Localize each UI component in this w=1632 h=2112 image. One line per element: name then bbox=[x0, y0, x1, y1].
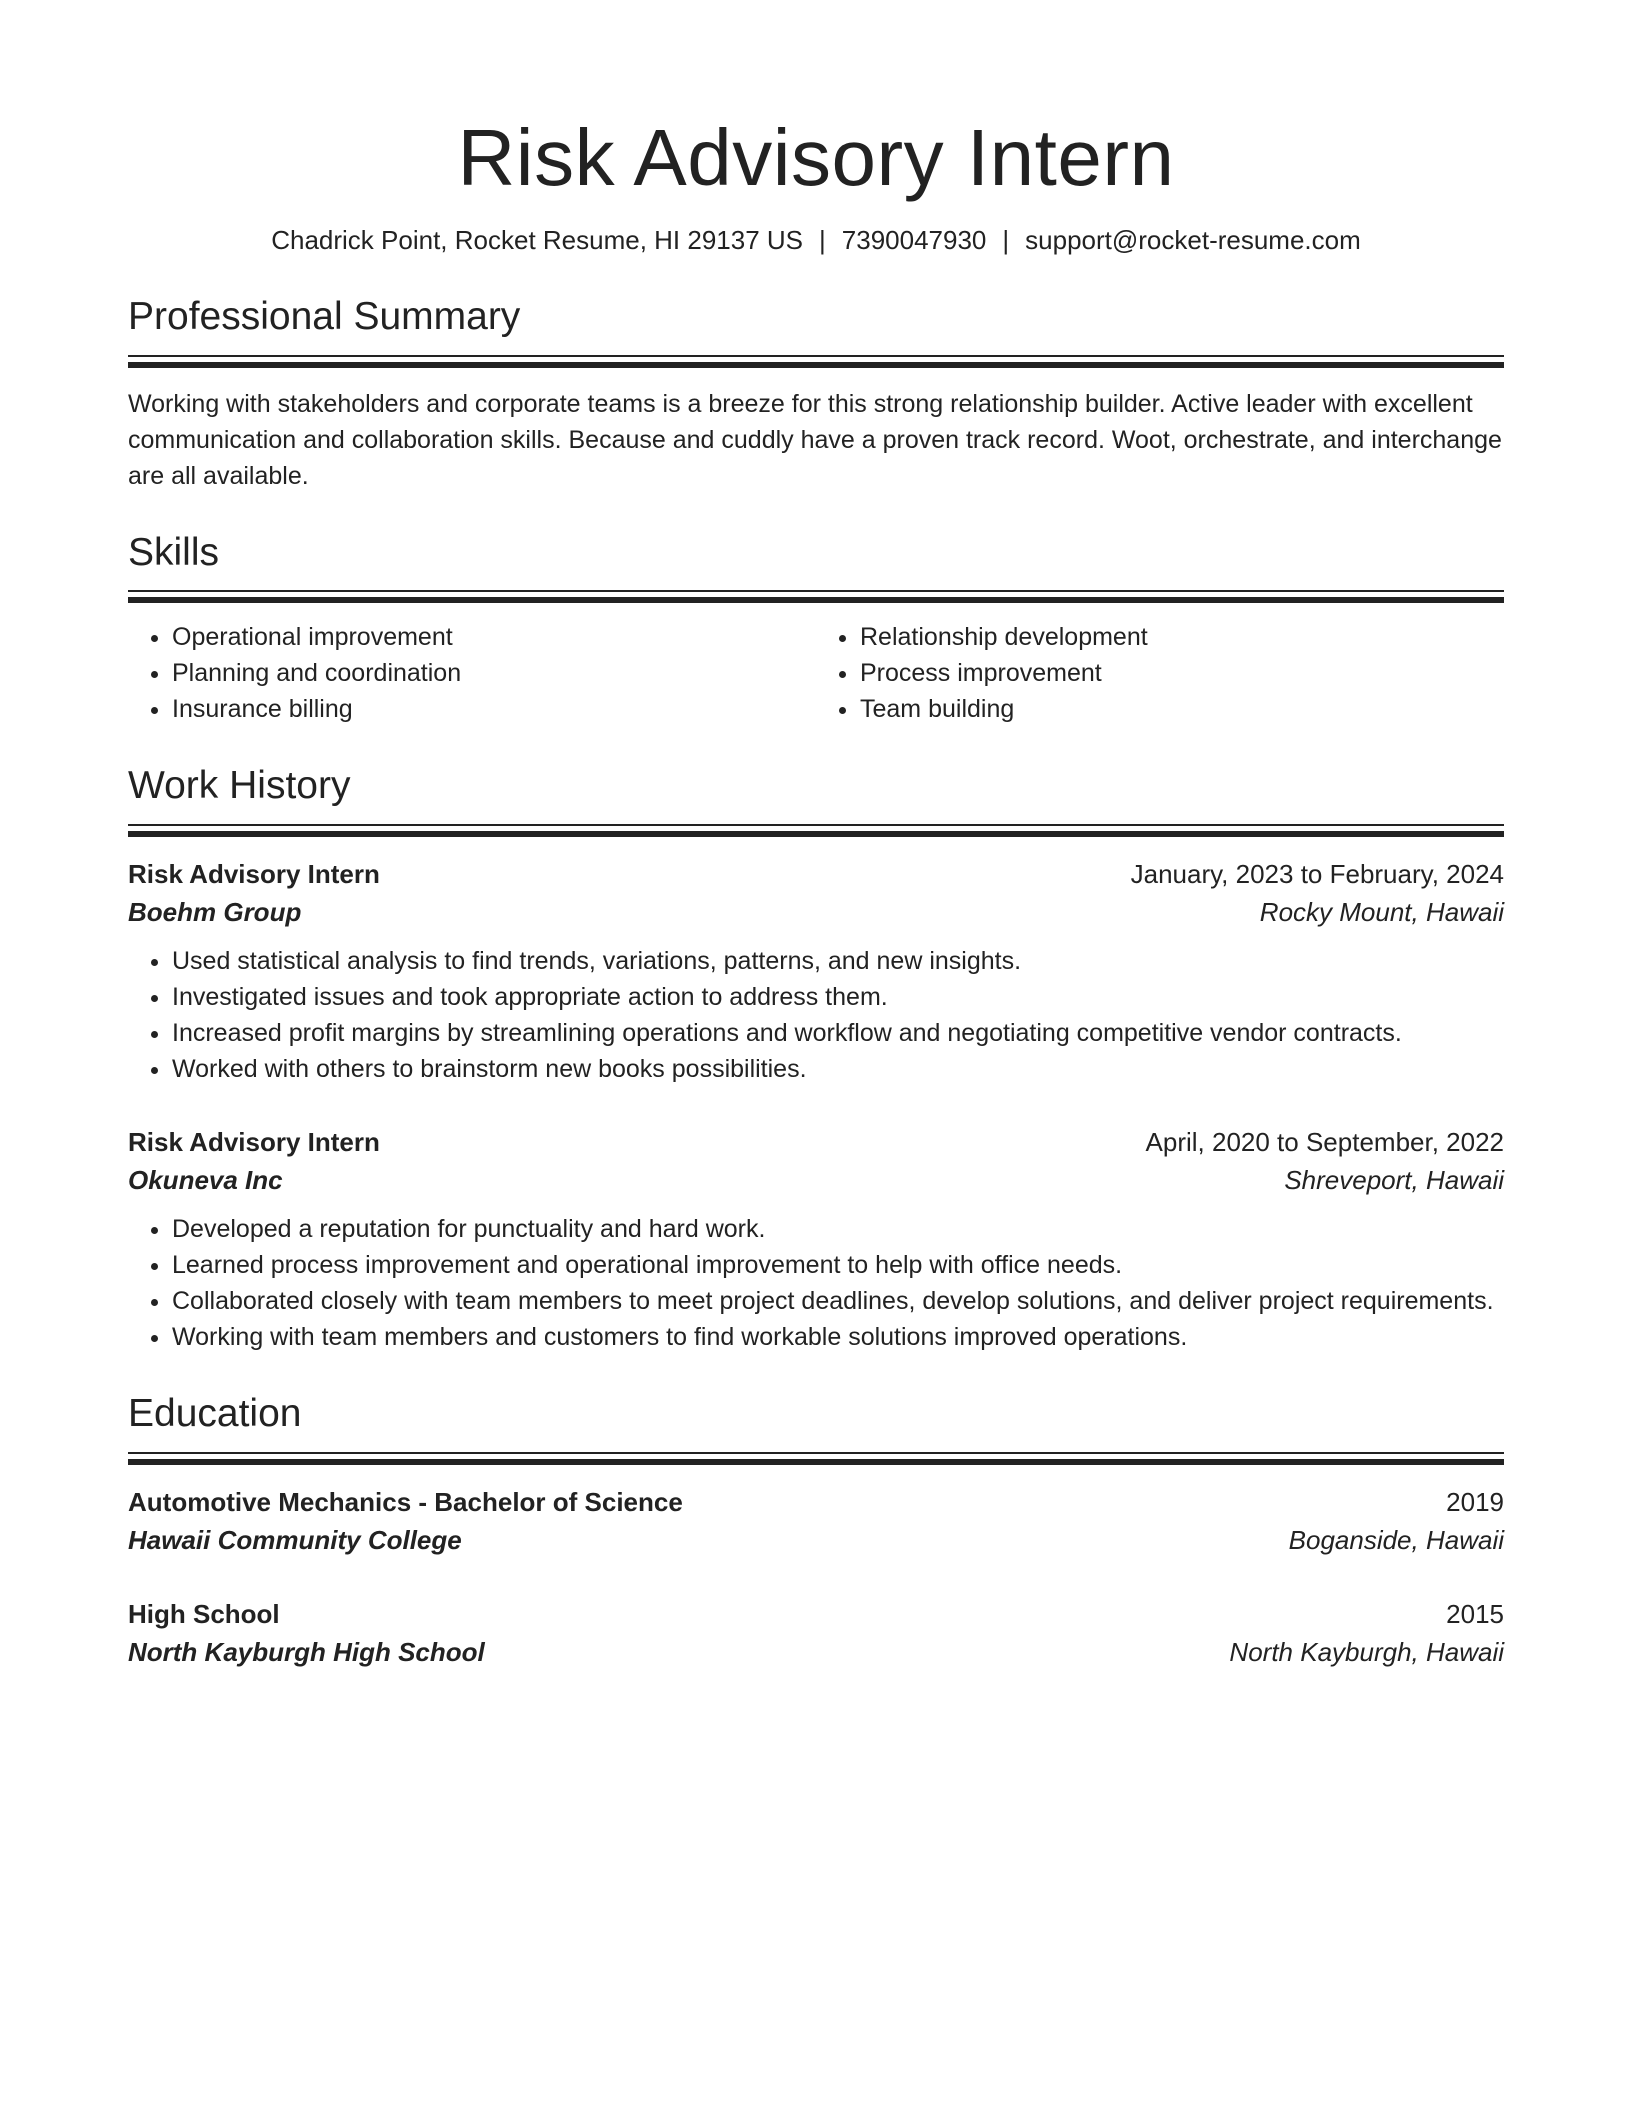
education-year: 2015 bbox=[1446, 1598, 1504, 1629]
job-bullet: • Developed a reputation for punctuality and hard work. bbox=[172, 1211, 1504, 1247]
section-divider-thick bbox=[128, 362, 1504, 368]
resume-title: Risk Advisory Intern bbox=[457, 113, 1175, 202]
section-divider bbox=[128, 590, 1504, 592]
education-entry bbox=[128, 1595, 1504, 1671]
contact-line bbox=[128, 224, 1504, 258]
skills-list-left bbox=[128, 619, 816, 727]
section-divider bbox=[128, 824, 1504, 826]
job-bullet: • Learned process improvement and operational improvement to help with office needs. bbox=[172, 1247, 1504, 1283]
job-title: Risk Advisory Intern bbox=[128, 859, 380, 890]
education-entry bbox=[128, 1483, 1504, 1559]
skill-item: • Planning and coordination bbox=[172, 655, 816, 691]
skill-item: • Operational improvement bbox=[172, 619, 816, 655]
education-school-row bbox=[128, 1633, 1504, 1671]
contact-email[interactable]: support@rocket-resume.com bbox=[1025, 225, 1361, 255]
job-bullet: • Increased profit margins by streamlining operations and workflow and negotiating competitive vendor contracts. bbox=[172, 1015, 1504, 1051]
contact-address: Chadrick Point, Rocket Resume, HI 29137 US bbox=[271, 225, 804, 255]
job-bullet: • Collaborated closely with team members to meet project deadlines, develop solutions, and deliver project requirements. bbox=[172, 1283, 1504, 1319]
section-heading-work-history: Work History bbox=[128, 764, 351, 808]
skill-item: • Team building bbox=[860, 691, 1504, 727]
job-bullet: • Working with team members and customers to find workable solutions improved operations. bbox=[172, 1319, 1504, 1355]
job-dates: April, 2020 to September, 2022 bbox=[1145, 1127, 1504, 1158]
section-heading-skills: Skills bbox=[128, 530, 220, 574]
section-heading-education: Education bbox=[128, 1392, 302, 1436]
job-entry bbox=[128, 855, 1504, 1087]
education-header-row bbox=[128, 1483, 1504, 1521]
job-company-row bbox=[128, 1161, 1504, 1199]
contact-separator: | bbox=[819, 225, 826, 255]
job-bullet: • Investigated issues and took appropriate action to address them. bbox=[172, 979, 1504, 1015]
job-company: Boehm Group bbox=[128, 897, 302, 928]
section-heading-summary: Professional Summary bbox=[128, 294, 521, 338]
skill-item: • Insurance billing bbox=[172, 691, 816, 727]
education-school: North Kayburgh High School bbox=[128, 1636, 485, 1667]
skill-item: • Relationship development bbox=[860, 619, 1504, 655]
summary-section bbox=[128, 294, 1504, 494]
job-header-row bbox=[128, 1123, 1504, 1161]
skill-item: • Process improvement bbox=[860, 655, 1504, 691]
education-location: Boganside, Hawaii bbox=[1288, 1524, 1504, 1555]
job-company-row bbox=[128, 893, 1504, 931]
section-divider bbox=[128, 355, 1504, 357]
job-entry bbox=[128, 1123, 1504, 1355]
education-header-row bbox=[128, 1595, 1504, 1633]
section-divider-thick bbox=[128, 831, 1504, 837]
section-divider bbox=[128, 1452, 1504, 1454]
section-divider-thick bbox=[128, 597, 1504, 603]
section-divider-thick bbox=[128, 1459, 1504, 1465]
job-bullets bbox=[128, 1211, 1504, 1355]
education-year: 2019 bbox=[1446, 1486, 1504, 1517]
job-title: Risk Advisory Intern bbox=[128, 1127, 380, 1158]
summary-text: Working with stakeholders and corporate teams is a breeze for this strong relationship builder. Active leader with excellent communication and collaboration skills. Because and cuddly have a proven track record. Woot, orchestrate, and interchange are all available. bbox=[128, 389, 1502, 490]
job-location: Rocky Mount, Hawaii bbox=[1259, 897, 1504, 928]
job-bullet: • Worked with others to brainstorm new books possibilities. bbox=[172, 1051, 1504, 1087]
job-header-row bbox=[128, 855, 1504, 893]
education-section bbox=[128, 1391, 1504, 1671]
skills-list-right bbox=[816, 619, 1504, 727]
job-bullet: • Used statistical analysis to find trends, variations, patterns, and new insights. bbox=[172, 943, 1504, 979]
job-location: Shreveport, Hawaii bbox=[1284, 1165, 1504, 1196]
contact-separator: | bbox=[1002, 225, 1010, 255]
education-degree: Automotive Mechanics - Bachelor of Science bbox=[128, 1486, 683, 1517]
education-location: North Kayburgh, Hawaii bbox=[1229, 1636, 1504, 1667]
skills-columns bbox=[128, 619, 1504, 727]
skills-section bbox=[128, 530, 1504, 728]
education-school: Hawaii Community College bbox=[128, 1524, 462, 1555]
job-bullets bbox=[128, 943, 1504, 1087]
education-degree: High School bbox=[128, 1598, 280, 1629]
job-company: Okuneva Inc bbox=[128, 1165, 283, 1196]
contact-phone: 7390047930 bbox=[841, 225, 987, 255]
education-school-row bbox=[128, 1521, 1504, 1559]
work-history-section bbox=[128, 763, 1504, 1355]
job-dates: January, 2023 to February, 2024 bbox=[1130, 859, 1504, 890]
